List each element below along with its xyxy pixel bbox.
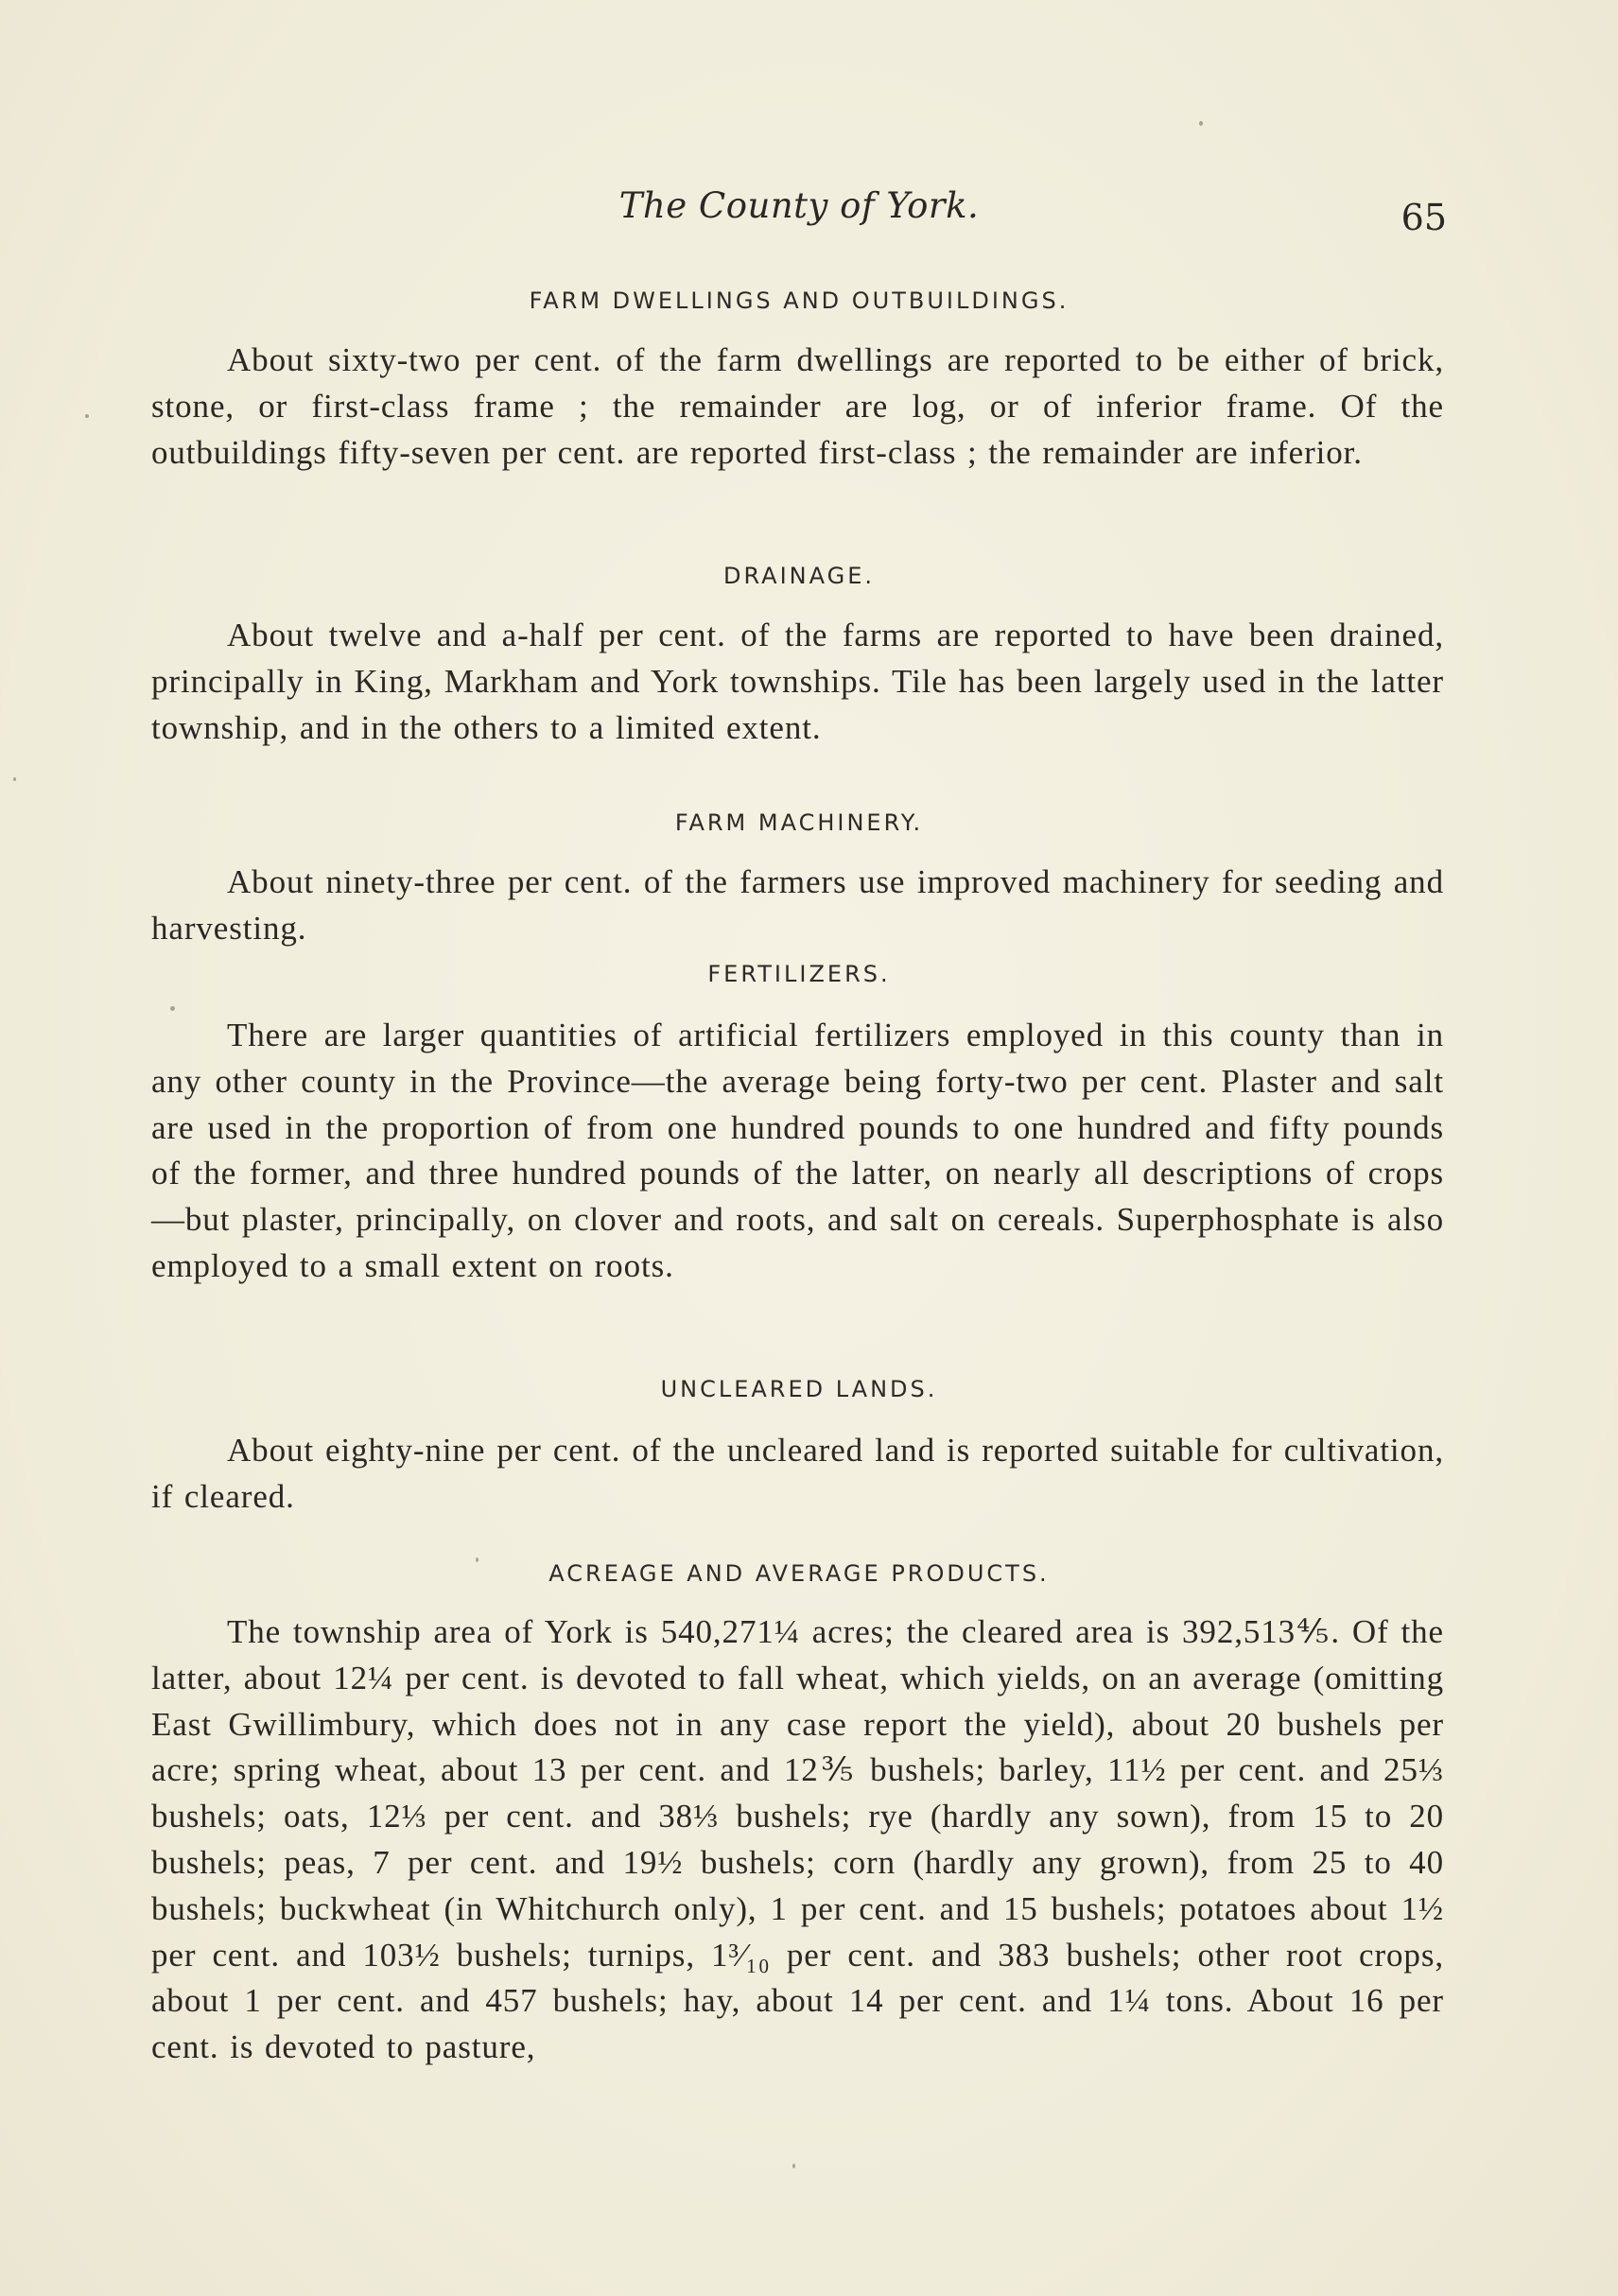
section-heading-farm-dwellings: FARM DWELLINGS AND OUTBUILDINGS. [529, 287, 1070, 314]
section-body-acreage: The township area of York is 540,271¼ acres; the cleared area is 392,513⅘. Of the latter, about 12¼ per cent. is devoted to fall wheat, which yields, on an average (omitting East Gwillimbury, which does not in any case report the yield), about 20 bushels per acre; spring wheat, about 13 per cent. and 12⅗ bushels; barley, 11½ per cent. and 25⅓ bushels; oats, 12⅓ per cent. and 38⅓ bushels; rye (hardly any sown), from 15 to 20 bushels; peas, 7 per cent. and 19½ bushels; corn (hardly any grown), from 25 to 40 bushels; buckwheat (in Whitchurch only), 1 per cent. and 15 bushels; potatoes about 1½ per cent. and 103½ bushels; turnips, 1³⁄₁₀ per cent. and 383 bushels; other root crops, about 1 per cent. and 457 bushels; hay, about 14 per cent. and 1¼ tons. About 16 per cent. is devoted to pasture, [151, 1613, 1444, 2066]
section-body-farm-machinery: About ninety-three per cent. of the farmers use improved machinery for seeding and harvesting. [151, 863, 1444, 947]
section-heading-acreage: ACREAGE AND AVERAGE PRODUCTS. [548, 1560, 1050, 1587]
section-heading-drainage: DRAINAGE. [722, 563, 876, 589]
section-body-fertilizers: There are larger quantities of artificial fertilizers employed in this county than in any other county in the Province—the average being forty-two per cent. Plaster and salt are used in the proportion of from one hundred pounds to one hundred and fifty pounds of the former, and three hundred pounds of the latter, on nearly all descriptions of crops—but plaster, principally, on clover and roots, and salt on cereals. Superphosphate is also employed to a small extent on roots. [151, 1017, 1444, 1284]
section-body-farm-dwellings: About sixty-two per cent. of the farm dwellings are reported to be either of brick, stone, or first-class frame ; the remainder are log, or of inferior frame. Of the outbuildings fifty-seven per cent. are reported first-class ; the remainder are inferior. [151, 341, 1444, 471]
running-head [151, 185, 1447, 242]
section-body-uncleared-lands: About eighty-nine per cent. of the uncleared land is reported suitable for cultivation, if cleared. [151, 1432, 1444, 1515]
running-title: The County of York. [618, 185, 980, 226]
paper-speck [1199, 121, 1203, 126]
page-number: 65 [1401, 197, 1447, 238]
section-body-drainage: About twelve and a-half per cent. of the farms are reported to have been drained, principally in King, Markham and York townships. Tile has been largely used in the latter township, and in the others to a limited extent. [151, 617, 1444, 746]
paper-speck [170, 1006, 175, 1011]
section-heading-farm-machinery: FARM MACHINERY. [674, 809, 924, 836]
paper-speck [792, 2164, 795, 2168]
section-heading-fertilizers: FERTILIZERS. [707, 961, 891, 987]
section-heading-uncleared-lands: UNCLEARED LANDS. [660, 1376, 938, 1402]
paper-speck [13, 777, 16, 781]
paper-speck [476, 1557, 478, 1562]
paper-speck [85, 414, 89, 418]
